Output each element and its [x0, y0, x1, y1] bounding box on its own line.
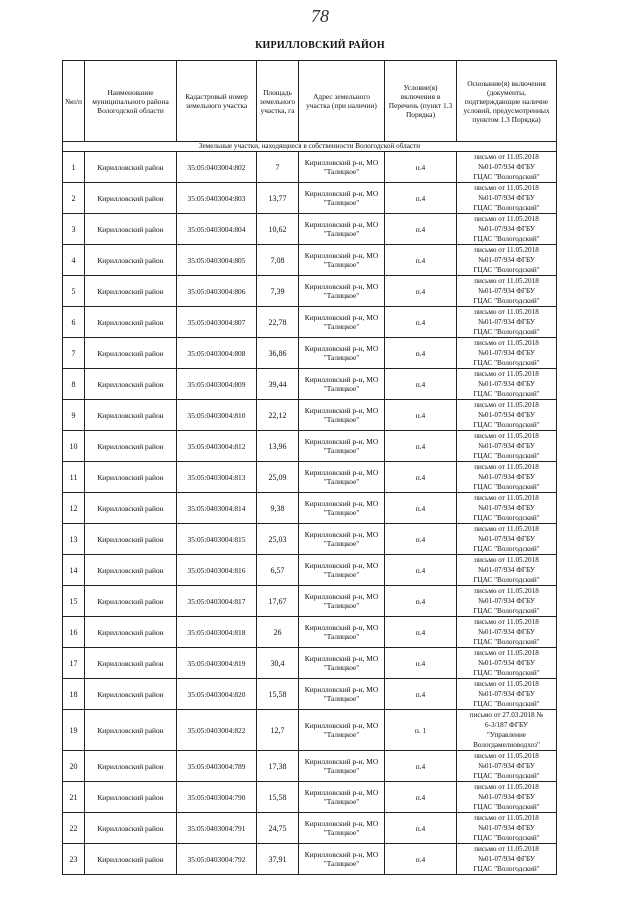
section-title: Земельные участки, находящиеся в собственности Вологодской области: [63, 142, 557, 152]
cell-condition: п. 1: [385, 710, 457, 751]
page-number: 78: [311, 6, 329, 26]
basis-line: №01-07/934 ФГБУ: [478, 504, 535, 512]
cell-district: Кирилловский район: [85, 710, 177, 751]
cell-num: 20: [63, 751, 85, 782]
cell-address: Кирилловский р-н, МО "Талицкое": [299, 555, 385, 586]
cell-district: Кирилловский район: [85, 813, 177, 844]
cell-address: Кирилловский р-н, МО "Талицкое": [299, 245, 385, 276]
cell-condition: п.4: [385, 431, 457, 462]
cell-cadastral: 35:05:0403004:818: [177, 617, 257, 648]
table-row: [63, 710, 557, 751]
basis-line: письмо от 11.05.2018: [474, 339, 539, 347]
cell-condition: п.4: [385, 751, 457, 782]
cell-basis: [457, 214, 557, 245]
basis-line: №01-07/934 ФГБУ: [478, 855, 535, 863]
cell-district: Кирилловский район: [85, 400, 177, 431]
cell-cadastral: 35:05:0403004:791: [177, 813, 257, 844]
cell-condition: п.4: [385, 493, 457, 524]
cell-cadastral: 35:05:0403004:789: [177, 751, 257, 782]
cell-num: 13: [63, 524, 85, 555]
basis-line: письмо от 11.05.2018: [474, 556, 539, 564]
cell-condition: п.4: [385, 813, 457, 844]
basis-line: Вологдамелиоводхоз": [473, 741, 540, 749]
cell-area: 13,96: [257, 431, 299, 462]
basis-line: №01-07/934 ФГБУ: [478, 473, 535, 481]
cell-district: Кирилловский район: [85, 307, 177, 338]
basis-line: ГЦАС "Вологодский": [473, 772, 540, 780]
cell-address: Кирилловский р-н, МО "Талицкое": [299, 586, 385, 617]
basis-line: №01-07/934 ФГБУ: [478, 535, 535, 543]
basis-line: письмо от 11.05.2018: [474, 184, 539, 192]
table-row: [63, 214, 557, 245]
table-header: [63, 61, 557, 142]
basis-line: ГЦАС "Вологодский": [473, 576, 540, 584]
basis-line: письмо от 11.05.2018: [474, 587, 539, 595]
basis-line: письмо от 11.05.2018: [474, 277, 539, 285]
basis-line: ГЦАС "Вологодский": [473, 834, 540, 842]
cell-num: 4: [63, 245, 85, 276]
basis-line: ГЦАС "Вологодский": [473, 865, 540, 873]
cell-condition: п.4: [385, 152, 457, 183]
basis-line: письмо от 11.05.2018: [474, 401, 539, 409]
table-row: [63, 400, 557, 431]
cell-num: 8: [63, 369, 85, 400]
cell-cadastral: 35:05:0403004:819: [177, 648, 257, 679]
table-row: [63, 338, 557, 369]
table-row: [63, 369, 557, 400]
cell-cadastral: 35:05:0403004:807: [177, 307, 257, 338]
cell-district: Кирилловский район: [85, 462, 177, 493]
basis-line: №01-07/934 ФГБУ: [478, 287, 535, 295]
header-area: Площадь земельного участка, га: [257, 61, 299, 142]
cell-num: 18: [63, 679, 85, 710]
basis-line: письмо от 11.05.2018: [474, 370, 539, 378]
basis-line: №01-07/934 ФГБУ: [478, 824, 535, 832]
cell-area: 9,38: [257, 493, 299, 524]
cell-num: 17: [63, 648, 85, 679]
cell-area: 6,57: [257, 555, 299, 586]
cell-district: Кирилловский район: [85, 648, 177, 679]
cell-basis: [457, 245, 557, 276]
cell-num: 1: [63, 152, 85, 183]
basis-line: №01-07/934 ФГБУ: [478, 659, 535, 667]
basis-line: №01-07/934 ФГБУ: [478, 762, 535, 770]
cell-condition: п.4: [385, 307, 457, 338]
page-title: КИРИЛЛОВСКИЙ РАЙОН: [255, 40, 385, 51]
cell-condition: п.4: [385, 183, 457, 214]
basis-line: письмо от 11.05.2018: [474, 308, 539, 316]
basis-line: №01-07/934 ФГБУ: [478, 318, 535, 326]
cell-address: Кирилловский р-н, МО "Талицкое": [299, 183, 385, 214]
cell-basis: [457, 276, 557, 307]
cell-area: 22,78: [257, 307, 299, 338]
table-row: [63, 462, 557, 493]
cell-area: 37,91: [257, 844, 299, 875]
basis-line: ГЦАС "Вологодский": [473, 390, 540, 398]
cell-district: Кирилловский район: [85, 338, 177, 369]
basis-line: №01-07/934 ФГБУ: [478, 690, 535, 698]
cell-area: 12,7: [257, 710, 299, 751]
cell-district: Кирилловский район: [85, 245, 177, 276]
header-conditions: Условие(я) включения в Перечень (пункт 1.3 Порядка): [385, 61, 457, 142]
header-address: Адрес земельного участка (при наличии): [299, 61, 385, 142]
basis-line: ГЦАС "Вологодский": [473, 266, 540, 274]
cell-cadastral: 35:05:0403004:817: [177, 586, 257, 617]
basis-line: №01-07/934 ФГБУ: [478, 256, 535, 264]
basis-line: ГЦАС "Вологодский": [473, 235, 540, 243]
table-row: [63, 813, 557, 844]
cell-area: 17,67: [257, 586, 299, 617]
cell-condition: п.4: [385, 844, 457, 875]
basis-line: письмо от 27.03.2018 №: [469, 711, 544, 719]
cell-num: 16: [63, 617, 85, 648]
basis-line: ГЦАС "Вологодский": [473, 545, 540, 553]
cell-cadastral: 35:05:0403004:806: [177, 276, 257, 307]
cell-district: Кирилловский район: [85, 524, 177, 555]
table-row: [63, 751, 557, 782]
cell-basis: [457, 307, 557, 338]
cell-area: 30,4: [257, 648, 299, 679]
cell-basis: [457, 369, 557, 400]
table-row: [63, 679, 557, 710]
cell-num: 15: [63, 586, 85, 617]
cell-district: Кирилловский район: [85, 679, 177, 710]
table-row: [63, 307, 557, 338]
cell-address: Кирилловский р-н, МО "Талицкое": [299, 431, 385, 462]
cell-address: Кирилловский р-н, МО "Талицкое": [299, 214, 385, 245]
basis-line: письмо от 11.05.2018: [474, 618, 539, 626]
basis-line: письмо от 11.05.2018: [474, 680, 539, 688]
header-num: №п/п: [63, 61, 85, 142]
cell-area: 7,39: [257, 276, 299, 307]
basis-line: ГЦАС "Вологодский": [473, 638, 540, 646]
table-row: [63, 152, 557, 183]
cell-district: Кирилловский район: [85, 214, 177, 245]
cell-address: Кирилловский р-н, МО "Талицкое": [299, 813, 385, 844]
basis-line: ГЦАС "Вологодский": [473, 514, 540, 522]
cell-basis: [457, 338, 557, 369]
cell-condition: п.4: [385, 369, 457, 400]
cell-area: 24,75: [257, 813, 299, 844]
cell-cadastral: 35:05:0403004:792: [177, 844, 257, 875]
cell-address: Кирилловский р-н, МО "Талицкое": [299, 751, 385, 782]
cell-cadastral: 35:05:0403004:804: [177, 214, 257, 245]
cell-area: 39,44: [257, 369, 299, 400]
cell-area: 7: [257, 152, 299, 183]
cell-address: Кирилловский р-н, МО "Талицкое": [299, 524, 385, 555]
cell-cadastral: 35:05:0403004:805: [177, 245, 257, 276]
cell-cadastral: 35:05:0403004:814: [177, 493, 257, 524]
cell-address: Кирилловский р-н, МО "Талицкое": [299, 307, 385, 338]
cell-num: 10: [63, 431, 85, 462]
basis-line: №01-07/934 ФГБУ: [478, 411, 535, 419]
basis-line: №01-07/934 ФГБУ: [478, 793, 535, 801]
cell-cadastral: 35:05:0403004:808: [177, 338, 257, 369]
basis-line: ГЦАС "Вологодский": [473, 328, 540, 336]
cell-num: 2: [63, 183, 85, 214]
cell-basis: [457, 183, 557, 214]
cell-district: Кирилловский район: [85, 617, 177, 648]
table-row: [63, 648, 557, 679]
basis-line: №01-07/934 ФГБУ: [478, 349, 535, 357]
cell-condition: п.4: [385, 555, 457, 586]
cell-address: Кирилловский р-н, МО "Талицкое": [299, 648, 385, 679]
cell-basis: [457, 617, 557, 648]
cell-area: 7,08: [257, 245, 299, 276]
table-row: [63, 431, 557, 462]
cell-cadastral: 35:05:0403004:810: [177, 400, 257, 431]
basis-line: ГЦАС "Вологодский": [473, 421, 540, 429]
basis-line: №01-07/934 ФГБУ: [478, 225, 535, 233]
table-row: [63, 493, 557, 524]
cell-district: Кирилловский район: [85, 369, 177, 400]
cell-address: Кирилловский р-н, МО "Талицкое": [299, 710, 385, 751]
basis-line: письмо от 11.05.2018: [474, 649, 539, 657]
table-row: [63, 844, 557, 875]
cell-area: 26: [257, 617, 299, 648]
cell-condition: п.4: [385, 617, 457, 648]
table-row: [63, 617, 557, 648]
cell-num: 12: [63, 493, 85, 524]
cell-basis: [457, 555, 557, 586]
cell-cadastral: 35:05:0403004:803: [177, 183, 257, 214]
cell-district: Кирилловский район: [85, 586, 177, 617]
cell-basis: [457, 152, 557, 183]
cell-district: Кирилловский район: [85, 276, 177, 307]
cell-condition: п.4: [385, 338, 457, 369]
cell-area: 25,03: [257, 524, 299, 555]
basis-line: ГЦАС "Вологодский": [473, 297, 540, 305]
cell-basis: [457, 648, 557, 679]
cell-condition: п.4: [385, 462, 457, 493]
cell-address: Кирилловский р-н, МО "Талицкое": [299, 493, 385, 524]
cell-district: Кирилловский район: [85, 152, 177, 183]
cell-num: 7: [63, 338, 85, 369]
basis-line: ГЦАС "Вологодский": [473, 669, 540, 677]
basis-line: ГЦАС "Вологодский": [473, 803, 540, 811]
basis-line: №01-07/934 ФГБУ: [478, 597, 535, 605]
cell-address: Кирилловский р-н, МО "Талицкое": [299, 276, 385, 307]
cell-district: Кирилловский район: [85, 751, 177, 782]
cell-num: 14: [63, 555, 85, 586]
cell-area: 22,12: [257, 400, 299, 431]
cell-condition: п.4: [385, 648, 457, 679]
basis-line: 6-3/187 ФГБУ: [485, 721, 528, 729]
basis-line: ГЦАС "Вологодский": [473, 173, 540, 181]
basis-line: письмо от 11.05.2018: [474, 752, 539, 760]
basis-line: письмо от 11.05.2018: [474, 153, 539, 161]
basis-line: ГЦАС "Вологодский": [473, 700, 540, 708]
cell-condition: п.4: [385, 400, 457, 431]
basis-line: письмо от 11.05.2018: [474, 463, 539, 471]
basis-line: письмо от 11.05.2018: [474, 783, 539, 791]
cell-condition: п.4: [385, 679, 457, 710]
cell-address: Кирилловский р-н, МО "Талицкое": [299, 617, 385, 648]
cell-basis: [457, 782, 557, 813]
cell-basis: [457, 813, 557, 844]
basis-line: письмо от 11.05.2018: [474, 845, 539, 853]
basis-line: письмо от 11.05.2018: [474, 215, 539, 223]
basis-line: №01-07/934 ФГБУ: [478, 194, 535, 202]
table-row: [63, 524, 557, 555]
basis-line: №01-07/934 ФГБУ: [478, 380, 535, 388]
header-cadastral: Кадастровый номер земельного участка: [177, 61, 257, 142]
cell-district: Кирилловский район: [85, 183, 177, 214]
cell-num: 11: [63, 462, 85, 493]
table-body: [63, 142, 557, 875]
cell-address: Кирилловский р-н, МО "Талицкое": [299, 152, 385, 183]
basis-line: письмо от 11.05.2018: [474, 814, 539, 822]
cell-district: Кирилловский район: [85, 782, 177, 813]
cell-district: Кирилловский район: [85, 493, 177, 524]
section-row: [63, 142, 557, 152]
cell-area: 17,38: [257, 751, 299, 782]
cell-basis: [457, 431, 557, 462]
cell-cadastral: 35:05:0403004:790: [177, 782, 257, 813]
cell-area: 25,09: [257, 462, 299, 493]
cell-basis: [457, 751, 557, 782]
table-row: [63, 245, 557, 276]
cell-num: 9: [63, 400, 85, 431]
basis-line: №01-07/934 ФГБУ: [478, 442, 535, 450]
basis-line: "Управление: [487, 731, 526, 739]
header-basis: Основание(я) включения (документы, подтверждающие наличие условий, предусмотренных пунктом 1.3 Порядка): [457, 61, 557, 142]
cell-address: Кирилловский р-н, МО "Талицкое": [299, 338, 385, 369]
cell-cadastral: 35:05:0403004:809: [177, 369, 257, 400]
cell-address: Кирилловский р-н, МО "Талицкое": [299, 782, 385, 813]
cell-condition: п.4: [385, 524, 457, 555]
cell-num: 23: [63, 844, 85, 875]
table-row: [63, 555, 557, 586]
cell-condition: п.4: [385, 782, 457, 813]
basis-line: ГЦАС "Вологодский": [473, 359, 540, 367]
cell-district: Кирилловский район: [85, 555, 177, 586]
cell-district: Кирилловский район: [85, 431, 177, 462]
cell-cadastral: 35:05:0403004:820: [177, 679, 257, 710]
table-row: [63, 183, 557, 214]
cell-address: Кирилловский р-н, МО "Талицкое": [299, 844, 385, 875]
cell-basis: [457, 844, 557, 875]
cell-cadastral: 35:05:0403004:813: [177, 462, 257, 493]
table-row: [63, 276, 557, 307]
cell-district: Кирилловский район: [85, 844, 177, 875]
table-row: [63, 586, 557, 617]
header-district: Наименование муниципального района Вологодской области: [85, 61, 177, 142]
cell-area: 15,58: [257, 679, 299, 710]
table-row: [63, 782, 557, 813]
basis-line: ГЦАС "Вологодский": [473, 483, 540, 491]
cell-condition: п.4: [385, 276, 457, 307]
basis-line: ГЦАС "Вологодский": [473, 204, 540, 212]
cell-cadastral: 35:05:0403004:822: [177, 710, 257, 751]
basis-line: №01-07/934 ФГБУ: [478, 628, 535, 636]
cell-basis: [457, 710, 557, 751]
cell-cadastral: 35:05:0403004:816: [177, 555, 257, 586]
cell-basis: [457, 400, 557, 431]
cell-cadastral: 35:05:0403004:812: [177, 431, 257, 462]
cell-basis: [457, 493, 557, 524]
basis-line: письмо от 11.05.2018: [474, 494, 539, 502]
cell-num: 21: [63, 782, 85, 813]
basis-line: письмо от 11.05.2018: [474, 432, 539, 440]
basis-line: ГЦАС "Вологодский": [473, 607, 540, 615]
basis-line: письмо от 11.05.2018: [474, 246, 539, 254]
basis-line: ГЦАС "Вологодский": [473, 452, 540, 460]
cell-address: Кирилловский р-н, МО "Талицкое": [299, 400, 385, 431]
basis-line: №01-07/934 ФГБУ: [478, 566, 535, 574]
cell-basis: [457, 462, 557, 493]
basis-line: №01-07/934 ФГБУ: [478, 163, 535, 171]
cell-cadastral: 35:05:0403004:802: [177, 152, 257, 183]
cell-area: 36,86: [257, 338, 299, 369]
land-plots-table: [62, 60, 557, 875]
cell-basis: [457, 524, 557, 555]
cell-num: 19: [63, 710, 85, 751]
cell-basis: [457, 679, 557, 710]
cell-area: 13,77: [257, 183, 299, 214]
basis-line: письмо от 11.05.2018: [474, 525, 539, 533]
cell-num: 5: [63, 276, 85, 307]
cell-area: 15,58: [257, 782, 299, 813]
cell-condition: п.4: [385, 245, 457, 276]
cell-num: 22: [63, 813, 85, 844]
cell-num: 3: [63, 214, 85, 245]
cell-condition: п.4: [385, 214, 457, 245]
cell-cadastral: 35:05:0403004:815: [177, 524, 257, 555]
cell-basis: [457, 586, 557, 617]
cell-address: Кирилловский р-н, МО "Талицкое": [299, 462, 385, 493]
cell-address: Кирилловский р-н, МО "Талицкое": [299, 369, 385, 400]
cell-area: 10,62: [257, 214, 299, 245]
cell-num: 6: [63, 307, 85, 338]
cell-address: Кирилловский р-н, МО "Талицкое": [299, 679, 385, 710]
cell-condition: п.4: [385, 586, 457, 617]
